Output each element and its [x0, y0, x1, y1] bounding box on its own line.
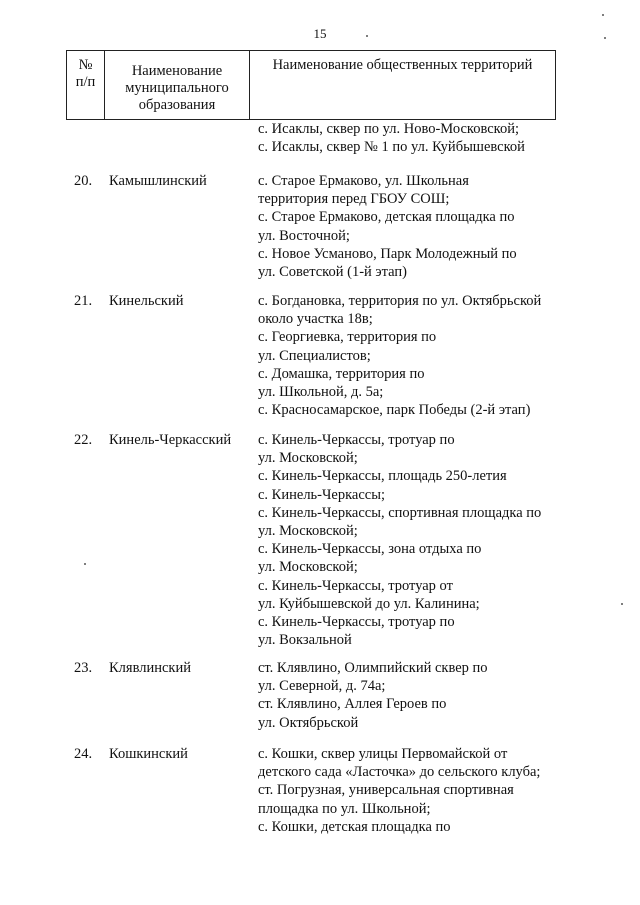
scan-speck: [621, 603, 623, 605]
header-territories-cell: [250, 51, 556, 120]
territory-line: детского сада «Ласточка» до сельского клуба;: [258, 764, 541, 781]
entry-municipality: Камышлинский: [109, 173, 207, 189]
entry-municipality: Кошкинский: [109, 746, 188, 762]
entry-territories: [258, 431, 541, 649]
territory-line: с. Кинель-Черкассы, тротуар по: [258, 432, 455, 448]
territory-line: с. Исаклы, сквер по ул. Ново-Московской;: [258, 121, 519, 137]
territory-line: с. Старое Ермаково, детская площадка по: [258, 209, 515, 226]
territory-line: ул. Московской;: [258, 559, 358, 576]
header-num-line: №: [78, 57, 93, 73]
territory-line: территория перед ГБОУ СОШ;: [258, 191, 450, 208]
header-municipality-line: образования: [138, 97, 216, 113]
entry-municipality: Кинельский: [109, 293, 184, 309]
page-number: 15: [313, 26, 327, 41]
header-municipality-line: муниципального: [125, 80, 229, 96]
territory-line: с. Кинель-Черкассы, тротуар от: [258, 577, 453, 594]
header-municipality-line: Наименование: [131, 63, 223, 79]
territory-line: ст. Клявлино, Олимпийский сквер по: [258, 660, 488, 676]
entry-number: 20.: [74, 173, 93, 189]
territory-line: с. Кинель-Черкассы, тротуар по: [258, 614, 455, 631]
territory-line: с. Исаклы, сквер № 1 по ул. Куйбышевской: [258, 139, 525, 156]
territory-line: с. Кошки, детская площадка по: [258, 818, 451, 835]
territory-line: с. Домашка, территория по: [258, 365, 425, 382]
entry-territories: [258, 172, 517, 281]
header-num-line: п/п: [75, 74, 96, 90]
territory-line: ул. Советской (1-й этап): [258, 264, 407, 281]
scan-speck: [604, 37, 606, 39]
entry-municipality: Клявлинский: [109, 660, 191, 676]
entry-territories: [258, 659, 488, 732]
entry-municipality: Кинель-Черкасский: [109, 432, 232, 448]
scan-speck: [84, 563, 86, 565]
territory-line: ул. Вокзальной: [258, 632, 352, 649]
territory-line: с. Новое Усманово, Парк Молодежный по: [258, 245, 517, 262]
territory-line: ст. Погрузная, универсальная спортивная: [258, 782, 514, 799]
territory-line: с. Кинель-Черкассы, площадь 250-летия: [258, 468, 507, 485]
territory-line: площадка по ул. Школьной;: [258, 800, 431, 817]
territory-line: с. Кинель-Черкассы, спортивная площадка по: [258, 504, 542, 521]
entry-number: 21.: [74, 293, 93, 309]
territory-line: с. Красносамарское, парк Победы (2-й этап): [258, 402, 531, 419]
header-territories-label: Наименование общественных территорий: [272, 57, 533, 73]
territory-line: с. Кинель-Черкассы;: [258, 486, 386, 503]
scan-speck: [602, 14, 604, 16]
scan-speck: [366, 35, 368, 37]
territory-line: с. Георгиевка, территория по: [258, 329, 437, 346]
territory-line: с. Кошки, сквер улицы Первомайской от: [258, 746, 508, 762]
entry-territories: [258, 292, 541, 419]
territory-line: ул. Школьной, д. 5а;: [258, 384, 384, 401]
territory-line: ул. Куйбышевской до ул. Калинина;: [258, 595, 480, 612]
entry-number: 22.: [74, 432, 93, 448]
territory-line: ст. Клявлино, Аллея Героев по: [258, 696, 447, 713]
continuation-block: [258, 120, 525, 156]
territory-line: ул. Северной, д. 74а;: [258, 678, 386, 695]
header-municipality-cell: [105, 51, 250, 120]
territory-line: ул. Специалистов;: [258, 347, 371, 364]
entry-number: 23.: [74, 660, 93, 676]
territory-line: ул. Октябрьской: [258, 714, 359, 731]
entry-territories: [258, 745, 540, 836]
table-header: [66, 50, 556, 120]
header-num-cell: [67, 51, 105, 120]
territory-line: с. Старое Ермаково, ул. Школьная: [258, 173, 469, 189]
territory-line: ул. Московской;: [258, 523, 358, 540]
territory-line: около участка 18в;: [258, 311, 373, 328]
territory-line: ул. Московской;: [258, 450, 358, 467]
territory-line: с. Богдановка, территория по ул. Октябрьской: [258, 293, 542, 309]
territory-line: с. Кинель-Черкассы, зона отдыха по: [258, 541, 482, 558]
entry-number: 24.: [74, 746, 93, 762]
territory-line: ул. Восточной;: [258, 227, 350, 244]
